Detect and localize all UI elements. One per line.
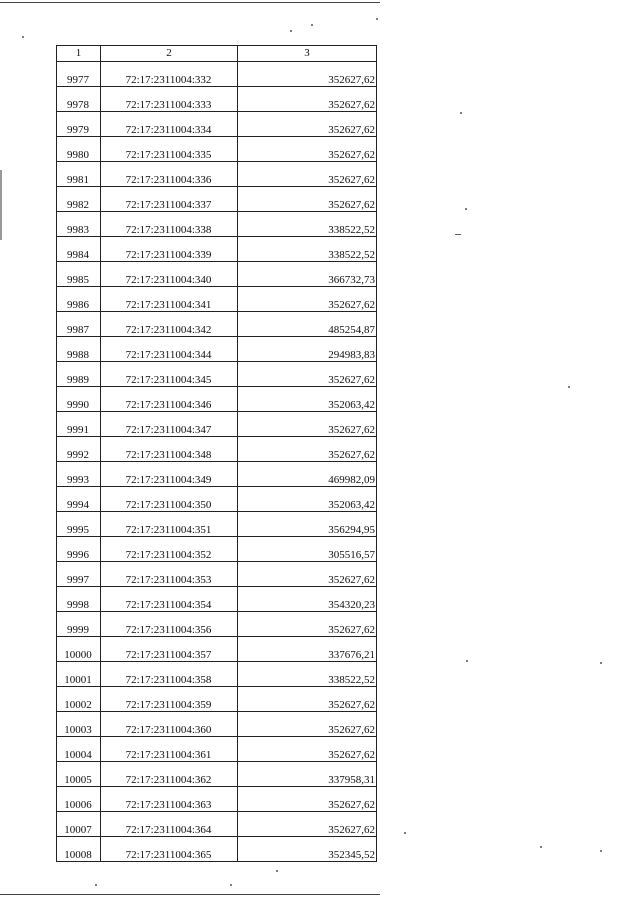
scan-speck <box>311 24 313 26</box>
cadastral-value: 305516,57 <box>238 537 377 562</box>
cadastral-value: 352063,42 <box>238 487 377 512</box>
cadastral-number: 72:17:2311004:335 <box>101 137 238 162</box>
row-number: 9989 <box>57 362 101 387</box>
scan-top-rule <box>0 2 380 3</box>
row-number: 9981 <box>57 162 101 187</box>
table-row <box>57 387 377 412</box>
table-row <box>57 787 377 812</box>
row-number: 9993 <box>57 462 101 487</box>
cadastral-value: 352627,62 <box>238 412 377 437</box>
scan-speck <box>540 846 542 848</box>
cadastral-number: 72:17:2311004:354 <box>101 587 238 612</box>
row-number: 10006 <box>57 787 101 812</box>
cadastral-number: 72:17:2311004:337 <box>101 187 238 212</box>
cadastral-value: 352627,62 <box>238 437 377 462</box>
cadastral-number: 72:17:2311004:348 <box>101 437 238 462</box>
cadastral-value: 294983,83 <box>238 337 377 362</box>
table-row <box>57 587 377 612</box>
column-header-number: 1 <box>57 46 101 62</box>
table-row <box>57 762 377 787</box>
cadastral-number: 72:17:2311004:360 <box>101 712 238 737</box>
scan-speck <box>290 30 292 32</box>
row-number: 10008 <box>57 837 101 862</box>
cadastral-value-table <box>56 45 377 862</box>
cadastral-number: 72:17:2311004:347 <box>101 412 238 437</box>
row-number: 9982 <box>57 187 101 212</box>
cadastral-value: 338522,52 <box>238 662 377 687</box>
row-number: 10007 <box>57 812 101 837</box>
cadastral-value: 352627,62 <box>238 62 377 87</box>
cadastral-value: 469982,09 <box>238 462 377 487</box>
cadastral-value: 352627,62 <box>238 362 377 387</box>
scan-speck <box>276 870 278 872</box>
scan-speck <box>22 36 24 38</box>
table-row <box>57 137 377 162</box>
table-row <box>57 187 377 212</box>
table-row <box>57 437 377 462</box>
row-number: 10001 <box>57 662 101 687</box>
cadastral-value: 337958,31 <box>238 762 377 787</box>
table-row <box>57 837 377 862</box>
cadastral-number: 72:17:2311004:361 <box>101 737 238 762</box>
cadastral-value: 356294,95 <box>238 512 377 537</box>
scan-speck <box>95 884 97 886</box>
row-number: 9987 <box>57 312 101 337</box>
scan-speck <box>230 884 232 886</box>
row-number: 9991 <box>57 412 101 437</box>
scan-speck <box>465 208 467 210</box>
cadastral-number: 72:17:2311004:341 <box>101 287 238 312</box>
cadastral-value: 352063,42 <box>238 387 377 412</box>
cadastral-number: 72:17:2311004:362 <box>101 762 238 787</box>
cadastral-number: 72:17:2311004:340 <box>101 262 238 287</box>
row-number: 9995 <box>57 512 101 537</box>
row-number: 9994 <box>57 487 101 512</box>
scan-speck <box>568 386 570 388</box>
cadastral-number: 72:17:2311004:357 <box>101 637 238 662</box>
cadastral-number: 72:17:2311004:345 <box>101 362 238 387</box>
scan-edge-mark <box>0 170 2 240</box>
row-number: 10005 <box>57 762 101 787</box>
cadastral-number: 72:17:2311004:346 <box>101 387 238 412</box>
table-row <box>57 562 377 587</box>
cadastral-value: 352345,52 <box>238 837 377 862</box>
cadastral-value: 352627,62 <box>238 562 377 587</box>
cadastral-value: 352627,62 <box>238 687 377 712</box>
cadastral-number: 72:17:2311004:351 <box>101 512 238 537</box>
scan-speck <box>376 18 378 20</box>
table-row <box>57 537 377 562</box>
scan-bottom-rule <box>0 894 380 895</box>
table-row <box>57 262 377 287</box>
table-row <box>57 637 377 662</box>
row-number: 9980 <box>57 137 101 162</box>
scan-speck <box>600 662 602 664</box>
row-number: 9988 <box>57 337 101 362</box>
cadastral-value: 352627,62 <box>238 812 377 837</box>
row-number: 9997 <box>57 562 101 587</box>
table-row <box>57 237 377 262</box>
cadastral-number: 72:17:2311004:344 <box>101 337 238 362</box>
cadastral-number: 72:17:2311004:333 <box>101 87 238 112</box>
cadastral-value: 338522,52 <box>238 237 377 262</box>
row-number: 9983 <box>57 212 101 237</box>
cadastral-number: 72:17:2311004:334 <box>101 112 238 137</box>
table-row <box>57 737 377 762</box>
table-row <box>57 312 377 337</box>
row-number: 9999 <box>57 612 101 637</box>
row-number: 9992 <box>57 437 101 462</box>
table-row <box>57 412 377 437</box>
cadastral-number: 72:17:2311004:353 <box>101 562 238 587</box>
cadastral-value: 352627,62 <box>238 162 377 187</box>
cadastral-number: 72:17:2311004:365 <box>101 837 238 862</box>
cadastral-number: 72:17:2311004:352 <box>101 537 238 562</box>
row-number: 9985 <box>57 262 101 287</box>
table-body <box>57 62 377 862</box>
row-number: 9977 <box>57 62 101 87</box>
cadastral-value: 352627,62 <box>238 712 377 737</box>
scan-speck <box>466 660 468 662</box>
cadastral-number: 72:17:2311004:342 <box>101 312 238 337</box>
cadastral-value: 352627,62 <box>238 612 377 637</box>
table-row <box>57 212 377 237</box>
cadastral-number: 72:17:2311004:359 <box>101 687 238 712</box>
table-row <box>57 62 377 87</box>
row-number: 10003 <box>57 712 101 737</box>
cadastral-value: 352627,62 <box>238 137 377 162</box>
cadastral-value: 366732,73 <box>238 262 377 287</box>
cadastral-value: 352627,62 <box>238 737 377 762</box>
table-row <box>57 362 377 387</box>
row-number: 9979 <box>57 112 101 137</box>
cadastral-value: 352627,62 <box>238 287 377 312</box>
row-number: 10002 <box>57 687 101 712</box>
table-row <box>57 462 377 487</box>
cadastral-value: 485254,87 <box>238 312 377 337</box>
cadastral-value: 352627,62 <box>238 787 377 812</box>
table-row <box>57 712 377 737</box>
cadastral-value: 352627,62 <box>238 112 377 137</box>
cadastral-number: 72:17:2311004:339 <box>101 237 238 262</box>
cadastral-number: 72:17:2311004:349 <box>101 462 238 487</box>
row-number: 9984 <box>57 237 101 262</box>
cadastral-number: 72:17:2311004:358 <box>101 662 238 687</box>
cadastral-number: 72:17:2311004:336 <box>101 162 238 187</box>
row-number: 9998 <box>57 587 101 612</box>
cadastral-number: 72:17:2311004:364 <box>101 812 238 837</box>
table-row <box>57 162 377 187</box>
cadastral-number: 72:17:2311004:332 <box>101 62 238 87</box>
scan-speck <box>460 112 462 114</box>
cadastral-value: 352627,62 <box>238 187 377 212</box>
cadastral-number: 72:17:2311004:356 <box>101 612 238 637</box>
table-row <box>57 112 377 137</box>
row-number: 10000 <box>57 637 101 662</box>
cadastral-value: 338522,52 <box>238 212 377 237</box>
row-number: 9986 <box>57 287 101 312</box>
column-header-cadastral-number: 2 <box>101 46 238 62</box>
header-row <box>57 46 377 62</box>
row-number: 9996 <box>57 537 101 562</box>
cadastral-value: 354320,23 <box>238 587 377 612</box>
table-row <box>57 337 377 362</box>
table-row <box>57 687 377 712</box>
table-row <box>57 87 377 112</box>
table-row <box>57 487 377 512</box>
scan-speck <box>600 850 602 852</box>
cadastral-number: 72:17:2311004:350 <box>101 487 238 512</box>
row-number: 9990 <box>57 387 101 412</box>
scan-speck <box>404 832 406 834</box>
scan-speck <box>455 234 461 235</box>
cadastral-number: 72:17:2311004:363 <box>101 787 238 812</box>
table-row <box>57 812 377 837</box>
table-row <box>57 512 377 537</box>
table-row <box>57 287 377 312</box>
row-number: 10004 <box>57 737 101 762</box>
cadastral-value: 352627,62 <box>238 87 377 112</box>
table-header <box>57 46 377 62</box>
column-header-value: 3 <box>238 46 377 62</box>
cadastral-number: 72:17:2311004:338 <box>101 212 238 237</box>
table-row <box>57 612 377 637</box>
table-row <box>57 662 377 687</box>
row-number: 9978 <box>57 87 101 112</box>
cadastral-value: 337676,21 <box>238 637 377 662</box>
